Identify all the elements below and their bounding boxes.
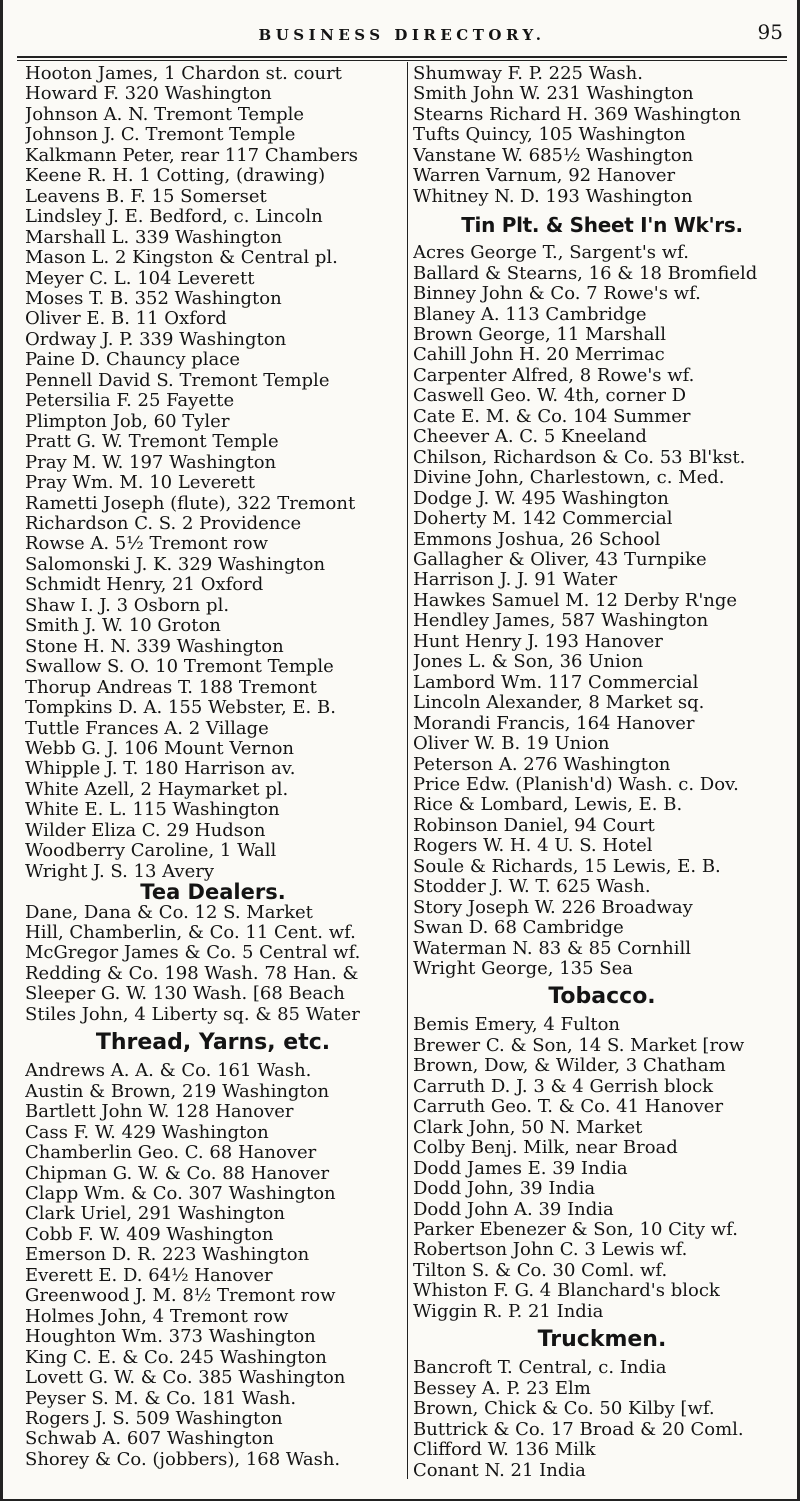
directory-entry: Doherty M. 142 Commercial: [413, 509, 673, 530]
directory-entry: Dodge J. W. 495 Washington: [413, 488, 669, 509]
directory-entry: Petersilia F. 25 Fayette: [25, 391, 235, 412]
directory-entry: Paine D. Chauncy place: [25, 350, 240, 371]
directory-entry: Carpenter Alfred, 8 Rowe's wf.: [413, 365, 695, 386]
directory-entry: Stearns Richard H. 369 Washington: [413, 104, 741, 125]
directory-entry: Buttrick & Co. 17 Broad & 20 Coml.: [413, 1419, 744, 1440]
directory-entry: Carruth Geo. T. & Co. 41 Hanover: [413, 1097, 724, 1118]
directory-entry: Webb G. J. 106 Mount Vernon: [25, 738, 295, 759]
directory-entry: Bemis Emery, 4 Fulton: [413, 1015, 621, 1036]
directory-entry: Parker Ebenezer & Son, 10 City wf.: [413, 1220, 738, 1241]
directory-entry: Pray Wm. M. 10 Leverett: [25, 473, 256, 494]
directory-entry: Pray M. W. 197 Washington: [25, 452, 277, 473]
directory-entry: Emmons Joshua, 26 School: [413, 529, 661, 550]
directory-entry: Shumway F. P. 225 Wash.: [413, 64, 643, 84]
directory-entry: Price Edw. (Planish'd) Wash. c. Dov.: [413, 774, 739, 795]
directory-entry: Swallow S. O. 10 Tremont Temple: [25, 657, 334, 678]
directory-entry: Shaw I. J. 3 Osborn pl.: [25, 595, 230, 616]
directory-entry: Meyer C. L. 104 Leverett: [25, 268, 255, 289]
column-divider: [407, 62, 408, 1479]
directory-entry: Richardson C. S. 2 Providence: [25, 513, 302, 534]
right-section-3-list: [413, 1015, 791, 1322]
directory-entry: Jones L. & Son, 36 Union: [413, 652, 644, 673]
directory-entry: Soule & Richards, 15 Lewis, E. B.: [413, 856, 721, 877]
directory-entry: Cahill John H. 20 Merrimac: [413, 345, 665, 366]
directory-entry: Pratt G. W. Tremont Temple: [25, 432, 279, 453]
directory-entry: Emerson D. R. 223 Washington: [25, 1245, 310, 1266]
directory-entry: Salomonski J. K. 329 Washington: [25, 554, 326, 575]
left-section-2-list: [25, 903, 401, 1026]
directory-entry: Rametti Joseph (flute), 322 Tremont: [25, 493, 356, 514]
directory-entry: Bancroft T. Central, c. India: [413, 1358, 667, 1379]
directory-entry: Peterson A. 276 Washington: [413, 754, 671, 775]
directory-entry: Warren Varnum, 92 Hanover: [413, 166, 676, 187]
directory-entry: Brown, Chick & Co. 50 Kilby [wf.: [413, 1399, 715, 1420]
directory-entry: Brown, Dow, & Wilder, 3 Chatham: [413, 1056, 726, 1077]
directory-entry: Clark Uriel, 291 Washington: [25, 1204, 285, 1225]
directory-entry: White Azell, 2 Haymarket pl.: [25, 779, 289, 800]
directory-entry: Schwab A. 607 Washington: [25, 1429, 274, 1450]
directory-entry: Austin & Brown, 219 Washington: [25, 1081, 330, 1102]
directory-entry: Chilson, Richardson & Co. 53 Bl'kst.: [413, 447, 746, 468]
directory-entry: Lambord Wm. 117 Commercial: [413, 672, 699, 693]
left-section-1-list: [25, 64, 401, 882]
left-column: [25, 64, 401, 1470]
directory-entry: Smith J. W. 10 Groton: [25, 616, 221, 637]
directory-entry: Holmes John, 4 Tremont row: [25, 1306, 289, 1327]
directory-entry: Cheever A. C. 5 Kneeland: [413, 427, 647, 448]
directory-entry: Tufts Quincy, 105 Washington: [413, 125, 686, 146]
directory-entry: Stone H. N. 339 Washington: [25, 636, 284, 657]
directory-entry: Bartlett John W. 128 Hanover: [25, 1102, 294, 1123]
directory-entry: Clark John, 50 N. Market: [413, 1117, 643, 1138]
directory-entry: Oliver E. B. 11 Oxford: [25, 309, 227, 330]
directory-entry: Robertson John C. 3 Lewis wf.: [413, 1240, 688, 1261]
header-rule: [17, 56, 787, 61]
directory-entry: Bessey A. P. 23 Elm: [413, 1378, 591, 1399]
directory-entry: King C. E. & Co. 245 Washington: [25, 1347, 327, 1368]
directory-entry: Dodd John A. 39 India: [413, 1199, 614, 1220]
directory-entry: Dane, Dana & Co. 12 S. Market: [25, 902, 313, 923]
directory-entry: Cobb F. W. 409 Washington: [25, 1224, 274, 1245]
directory-entry: Wright George, 135 Sea: [413, 959, 634, 980]
directory-entry: Waterman N. 83 & 85 Cornhill: [413, 938, 691, 959]
directory-entry: Whipple J. T. 180 Harrison av.: [25, 759, 296, 780]
directory-entry: Hill, Chamberlin, & Co. 11 Cent. wf.: [25, 923, 356, 944]
directory-entry: Wilder Eliza C. 29 Hudson: [25, 820, 266, 841]
directory-entry: Conant N. 21 India: [413, 1460, 586, 1481]
section-heading-tobacco: Tobacco.: [548, 984, 656, 1010]
directory-entry: Rowse A. 5½ Tremont row: [25, 534, 269, 555]
directory-entry: Moses T. B. 352 Washington: [25, 288, 282, 309]
right-section-1-list: [413, 64, 791, 207]
directory-entry: Brown George, 11 Marshall: [413, 324, 666, 345]
directory-entry: Hendley James, 587 Washington: [413, 611, 709, 632]
directory-entry: Hooton James, 1 Chardon st. court: [25, 64, 342, 84]
directory-entry: Carruth D. J. 3 & 4 Gerrish block: [413, 1076, 714, 1097]
directory-entry: Robinson Daniel, 94 Court: [413, 815, 655, 836]
directory-entry: Lincoln Alexander, 8 Market sq.: [413, 693, 705, 714]
directory-entry: Lovett G. W. & Co. 385 Washington: [25, 1368, 346, 1389]
directory-entry: Vanstane W. 685½ Washington: [413, 145, 694, 166]
directory-entry: Smith John W. 231 Washington: [413, 84, 694, 105]
directory-entry: McGregor James & Co. 5 Central wf.: [25, 943, 361, 964]
directory-entry: Marshall L. 339 Washington: [25, 227, 283, 248]
directory-entry: Johnson J. C. Tremont Temple: [25, 125, 296, 146]
directory-entry: Caswell Geo. W. 4th, corner D: [413, 386, 687, 407]
directory-entry: Plimpton Job, 60 Tyler: [25, 411, 230, 432]
directory-entry: Hunt Henry J. 193 Hanover: [413, 631, 663, 652]
directory-entry: Dodd John, 39 India: [413, 1179, 596, 1200]
directory-entry: Chamberlin Geo. C. 68 Hanover: [25, 1143, 317, 1164]
directory-entry: Pennell David S. Tremont Temple: [25, 370, 330, 391]
directory-entry: Kalkmann Peter, rear 117 Chambers: [25, 145, 359, 166]
directory-entry: Colby Benj. Milk, near Broad: [413, 1138, 678, 1159]
section-heading-tin-plate: Tin Plt. & Sheet I'n Wk'rs.: [461, 213, 743, 238]
directory-entry: Greenwood J. M. 8½ Tremont row: [25, 1286, 336, 1307]
directory-entry: Harrison J. J. 91 Water: [413, 570, 618, 591]
directory-entry: Ballard & Stearns, 16 & 18 Bromfield: [413, 263, 758, 284]
directory-entry: Redding & Co. 198 Wash. 78 Han. &: [25, 963, 359, 984]
left-section-3-list: [25, 1061, 401, 1470]
directory-entry: Woodberry Caroline, 1 Wall: [25, 841, 277, 862]
directory-entry: Ordway J. P. 339 Washington: [25, 329, 287, 350]
directory-entry: Andrews A. A. & Co. 161 Wash.: [25, 1061, 312, 1082]
directory-entry: Howard F. 320 Washington: [25, 84, 272, 105]
page-header: [17, 20, 787, 60]
directory-entry: Gallagher & Oliver, 43 Turnpike: [413, 549, 707, 570]
directory-entry: Everett E. D. 64½ Hanover: [25, 1265, 273, 1286]
directory-entry: Hawkes Samuel M. 12 Derby R'nge: [413, 590, 738, 611]
directory-entry: Mason L. 2 Kingston & Central pl.: [25, 248, 338, 269]
right-section-4-list: [413, 1358, 791, 1481]
directory-entry: Tuttle Frances A. 2 Village: [25, 718, 269, 739]
section-heading-thread-yarns: Thread, Yarns, etc.: [95, 1030, 331, 1056]
directory-entry: Acres George T., Sargent's wf.: [413, 243, 689, 264]
right-section-2-list: [413, 243, 791, 979]
directory-entry: White E. L. 115 Washington: [25, 800, 280, 821]
directory-entry: Chipman G. W. & Co. 88 Hanover: [25, 1163, 330, 1184]
directory-entry: Rogers W. H. 4 U. S. Hotel: [413, 836, 653, 857]
directory-entry: Stiles John, 4 Liberty sq. & 85 Water: [25, 1004, 360, 1025]
directory-entry: Leavens B. F. 15 Somerset: [25, 186, 267, 207]
directory-entry: Lindsley J. E. Bedford, c. Lincoln: [25, 207, 323, 228]
section-heading-tea-dealers: Tea Dealers.: [140, 880, 286, 905]
directory-entry: Rogers J. S. 509 Washington: [25, 1409, 283, 1429]
section-heading-truckmen: Truckmen.: [537, 1327, 667, 1353]
directory-entry: Oliver W. B. 19 Union: [413, 734, 610, 755]
directory-entry: Tilton S. & Co. 30 Coml. wf.: [413, 1260, 668, 1281]
directory-entry: Divine John, Charlestown, c. Med.: [413, 468, 725, 489]
directory-entry: Cass F. W. 429 Washington: [25, 1122, 269, 1143]
directory-entry: Stodder J. W. T. 625 Wash.: [413, 877, 651, 898]
directory-entry: Brewer C. & Son, 14 S. Market [row: [413, 1035, 745, 1056]
directory-entry: Whitney N. D. 193 Washington: [413, 186, 693, 207]
directory-entry: Wiggin R. P. 21 India: [413, 1301, 604, 1322]
directory-entry: Shorey & Co. (jobbers), 168 Wash.: [25, 1449, 341, 1470]
directory-entry: Swan D. 68 Cambridge: [413, 918, 624, 939]
directory-entry: Keene R. H. 1 Cotting, (drawing): [25, 166, 326, 187]
right-column: [413, 64, 791, 1481]
directory-entry: Wright J. S. 13 Avery: [25, 861, 215, 882]
directory-entry: Whiston F. G. 4 Blanchard's block: [413, 1281, 720, 1302]
running-title: BUSINESS DIRECTORY.: [258, 26, 546, 44]
directory-entry: Johnson A. N. Tremont Temple: [25, 104, 305, 125]
directory-entry: Cate E. M. & Co. 104 Summer: [413, 406, 691, 427]
directory-entry: Binney John & Co. 7 Rowe's wf.: [413, 284, 701, 305]
directory-entry: Clapp Wm. & Co. 307 Washington: [25, 1184, 336, 1205]
directory-entry: Houghton Wm. 373 Washington: [25, 1327, 316, 1348]
page-number: 95: [757, 20, 783, 44]
directory-entry: Dodd James E. 39 India: [413, 1158, 628, 1179]
directory-entry: Tompkins D. A. 155 Webster, E. B.: [25, 698, 336, 719]
directory-entry: Schmidt Henry, 21 Oxford: [25, 575, 264, 596]
directory-entry: Clifford W. 136 Milk: [413, 1440, 596, 1461]
directory-entry: Blaney A. 113 Cambridge: [413, 304, 647, 325]
directory-entry: Thorup Andreas T. 188 Tremont: [25, 677, 317, 698]
directory-entry: Morandi Francis, 164 Hanover: [413, 713, 695, 734]
directory-entry: Story Joseph W. 226 Broadway: [413, 897, 693, 918]
directory-entry: Peyser S. M. & Co. 181 Wash.: [25, 1388, 297, 1409]
directory-entry: Sleeper G. W. 130 Wash. [68 Beach: [25, 984, 345, 1005]
directory-entry: Rice & Lombard, Lewis, E. B.: [413, 795, 683, 816]
